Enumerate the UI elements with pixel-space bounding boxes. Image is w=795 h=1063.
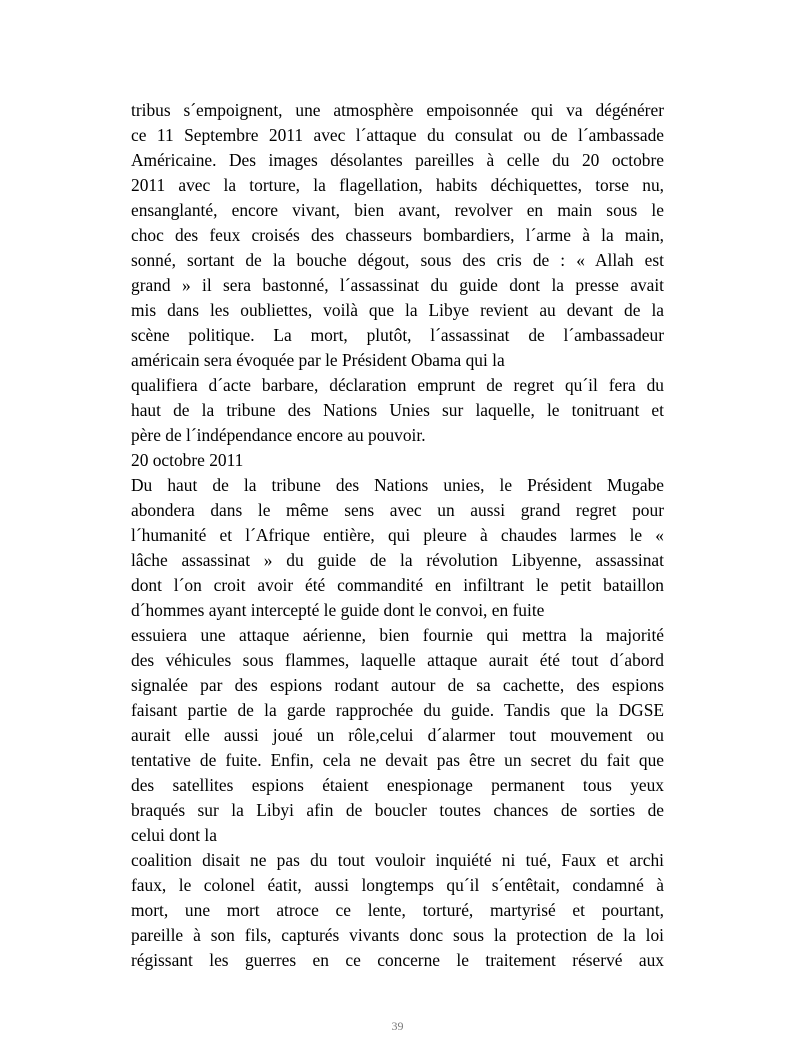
text-line: haut de la tribune des Nations Unies sur laquelle, le tonitruant et bbox=[131, 400, 664, 420]
text-line: dont l´on croit avoir été commandité en infiltrant le petit bataillon bbox=[131, 575, 664, 595]
text-line: qualifiera d´acte barbare, déclaration emprunt de regret qu´il fera du bbox=[131, 375, 664, 395]
text-line: lâche assassinat » du guide de la révolution Libyenne, assassinat bbox=[131, 550, 664, 570]
text-line: grand » il sera bastonné, l´assassinat du guide dont la presse avait bbox=[131, 275, 664, 295]
text-line: l´humanité et l´Afrique entière, qui pleure à chaudes larmes le « bbox=[131, 525, 664, 545]
text-line: d´hommes ayant intercepté le guide dont le convoi, en fuite bbox=[131, 600, 545, 620]
text-line: ensanglanté, encore vivant, bien avant, revolver en main sous le bbox=[131, 200, 664, 220]
body-text bbox=[131, 98, 664, 973]
text-line: scène politique. La mort, plutôt, l´assassinat de l´ambassadeur bbox=[131, 325, 664, 345]
text-line: pareille à son fils, capturés vivants donc sous la protection de la loi bbox=[131, 925, 664, 945]
text-line: braqués sur la Libyi afin de boucler toutes chances de sorties de bbox=[131, 800, 664, 820]
text-line: mis dans les oubliettes, voilà que la Libye revient au devant de la bbox=[131, 300, 664, 320]
text-line: 2011 avec la torture, la flagellation, habits déchiquettes, torse nu, bbox=[131, 175, 664, 195]
text-line: aurait elle aussi joué un rôle,celui d´alarmer tout mouvement ou bbox=[131, 725, 664, 745]
text-line: mort, une mort atroce ce lente, torturé, martyrisé et pourtant, bbox=[131, 900, 664, 920]
text-line: essuiera une attaque aérienne, bien fournie qui mettra la majorité bbox=[131, 625, 664, 645]
text-line: 20 octobre 2011 bbox=[131, 450, 244, 470]
text-line: choc des feux croisés des chasseurs bombardiers, l´arme à la main, bbox=[131, 225, 664, 245]
text-line: américain sera évoquée par le Président Obama qui la bbox=[131, 350, 505, 370]
text-line: père de l´indépendance encore au pouvoir. bbox=[131, 425, 426, 445]
text-line: celui dont la bbox=[131, 825, 217, 845]
text-line: tribus s´empoignent, une atmosphère empoisonnée qui va dégénérer bbox=[131, 100, 664, 120]
text-line: régissant les guerres en ce concerne le traitement réservé aux bbox=[131, 950, 664, 970]
text-line: sonné, sortant de la bouche dégout, sous des cris de : « Allah est bbox=[131, 250, 664, 270]
text-line: Du haut de la tribune des Nations unies, le Président Mugabe bbox=[131, 475, 664, 495]
text-line: tentative de fuite. Enfin, cela ne devait pas être un secret du fait que bbox=[131, 750, 664, 770]
page-number: 39 bbox=[391, 1019, 404, 1033]
text-line: faux, le colonel éatit, aussi longtemps qu´il s´entêtait, condamné à bbox=[131, 875, 664, 895]
text-line: des véhicules sous flammes, laquelle attaque aurait été tout d´abord bbox=[131, 650, 664, 670]
text-line: des satellites espions étaient enespionage permanent tous yeux bbox=[131, 775, 664, 795]
text-line: faisant partie de la garde rapprochée du guide. Tandis que la DGSE bbox=[131, 700, 664, 720]
text-line: coalition disait ne pas du tout vouloir inquiété ni tué, Faux et archi bbox=[131, 850, 664, 870]
text-line: abondera dans le même sens avec un aussi grand regret pour bbox=[131, 500, 664, 520]
text-line: signalée par des espions rodant autour de sa cachette, des espions bbox=[131, 675, 664, 695]
text-line: Américaine. Des images désolantes pareilles à celle du 20 octobre bbox=[131, 150, 664, 170]
text-line: ce 11 Septembre 2011 avec l´attaque du consulat ou de l´ambassade bbox=[131, 125, 664, 145]
